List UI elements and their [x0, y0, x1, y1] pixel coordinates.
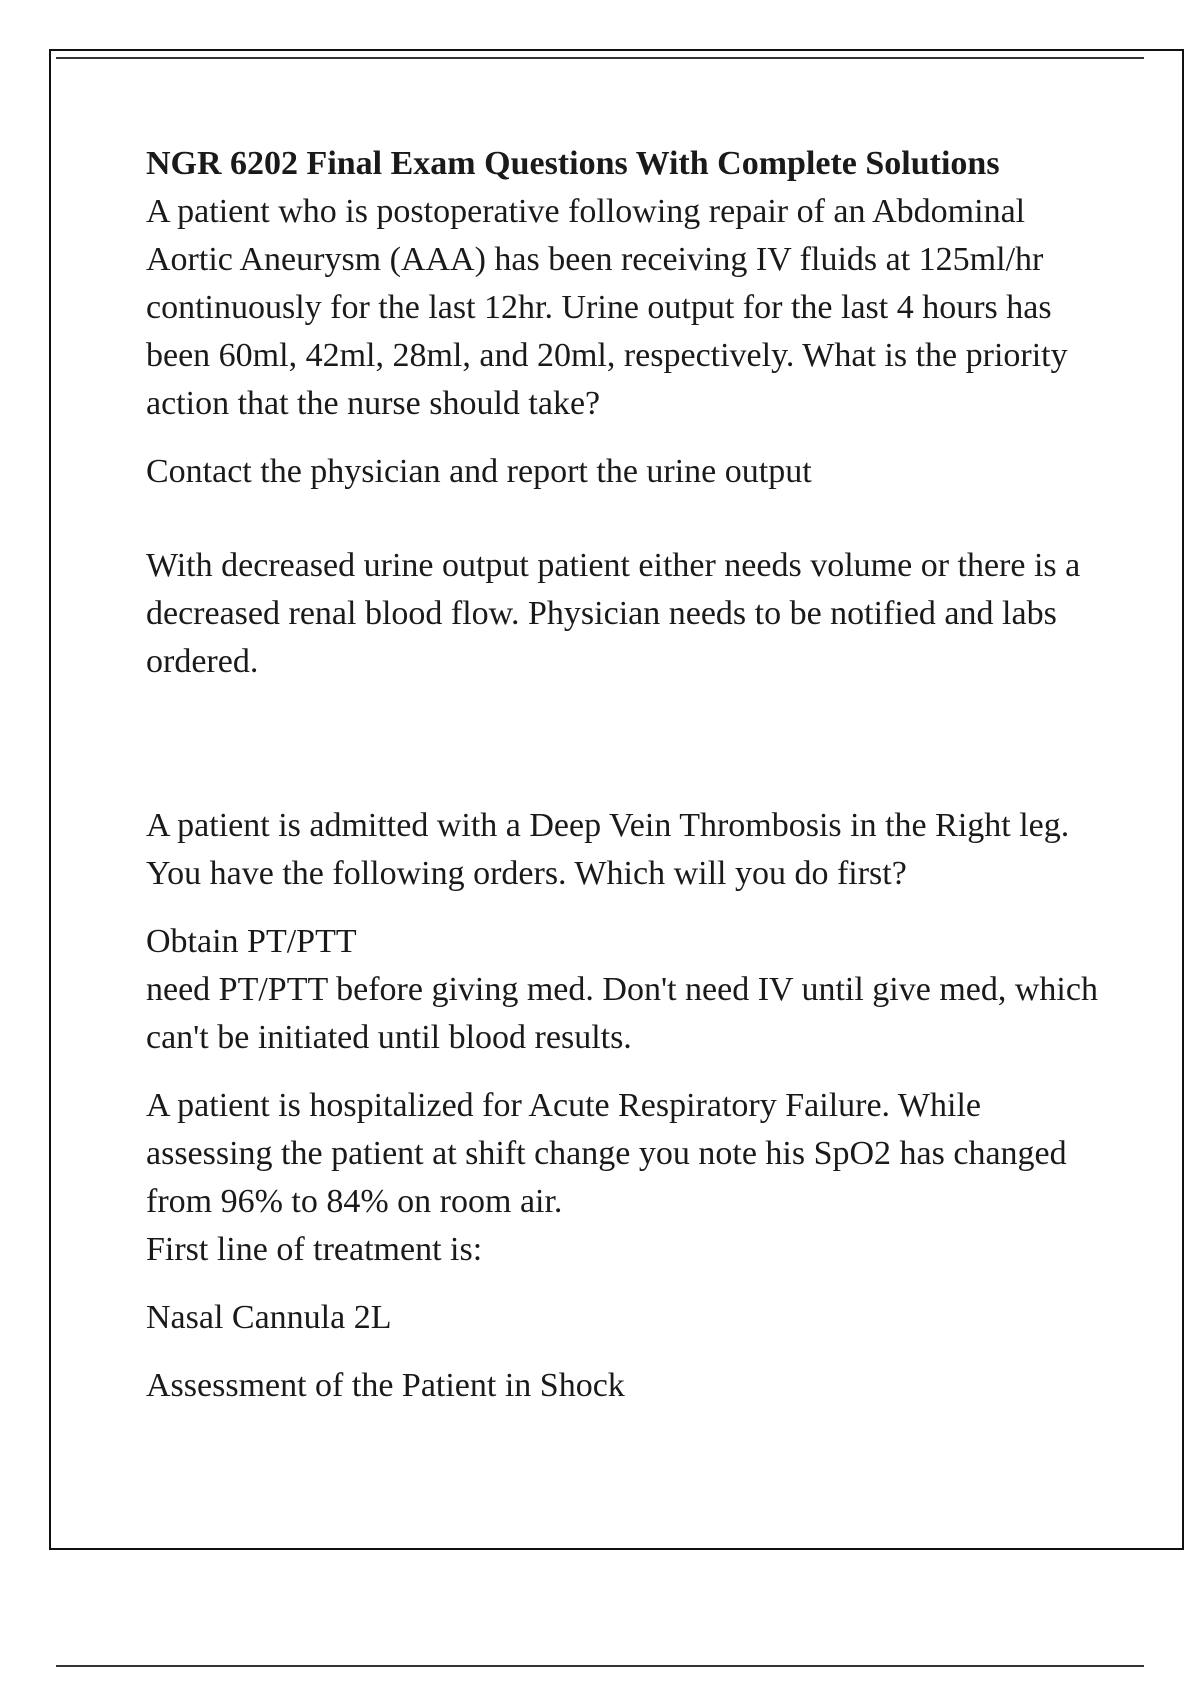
- section-heading: Assessment of the Patient in Shock: [146, 1367, 625, 1404]
- question-2: A patient is admitted with a Deep Vein Thrombosis in the Right leg. You have the following orders. Which will you do first?: [146, 807, 1070, 892]
- question-1: A patient who is postoperative following repair of an Abdominal Aortic Aneurysm (AAA) has been receiving IV fluids at 125ml/hr continuously for the last 12hr. Urine output for the last 4 hours has been 60ml, 42ml, 28ml, and 20ml, respectively. What is the priority action that the nurse should take?: [146, 193, 1068, 422]
- rationale-2: need PT/PTT before giving med. Don't need IV until give med, which can't be initiated until blood results.: [146, 971, 1098, 1056]
- answer-3: Nasal Cannula 2L: [146, 1299, 392, 1336]
- rationale-1: With decreased urine output patient either needs volume or there is a decreased renal blood flow. Physician needs to be notified and labs ordered.: [146, 547, 1081, 680]
- footer-rule: [56, 1665, 1144, 1667]
- question-3: A patient is hospitalized for Acute Respiratory Failure. While assessing the patient at shift change you note his SpO2 has changed from 96% to 84% on room air.: [146, 1087, 1067, 1220]
- header-rule: [56, 57, 1144, 59]
- document-title: NGR 6202 Final Exam Questions With Complete Solutions: [146, 145, 1000, 182]
- answer-1: Contact the physician and report the urine output: [146, 453, 812, 490]
- answer-2: Obtain PT/PTT: [146, 923, 357, 960]
- document-body: [146, 140, 1106, 1410]
- question-3-followup: First line of treatment is:: [146, 1231, 483, 1268]
